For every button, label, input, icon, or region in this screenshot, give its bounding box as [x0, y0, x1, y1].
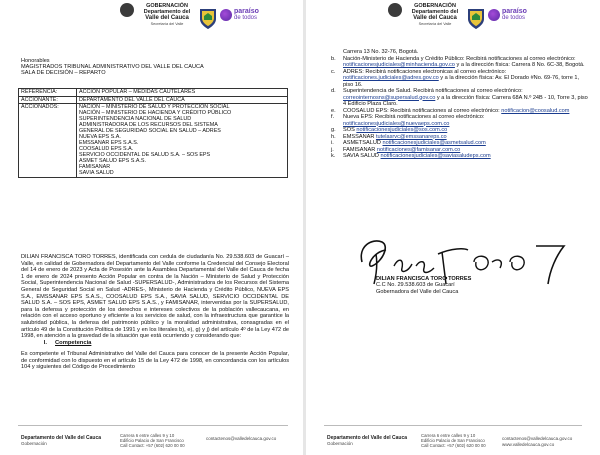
list-marker: d.	[331, 88, 336, 94]
footer-dept-sub: Gobernación	[327, 441, 353, 446]
defendant-item: NUEVA EPS S.A.	[79, 134, 121, 141]
addressee-line: MAGISTRADOS TRIBUNAL ADMINISTRATIVO DEL VALLE DEL CAUCA	[21, 64, 204, 71]
case-reference-table	[18, 88, 288, 178]
defendant-item: FAMISANAR	[79, 164, 111, 171]
section-heading	[21, 340, 289, 346]
list-item	[331, 114, 589, 127]
email-link[interactable]: notificacionesjudiciales@minhacienda.gov.co	[343, 62, 455, 68]
page-footer	[306, 425, 600, 455]
email-link[interactable]: notificacionesjudiciales@saviasaludeps.com	[380, 153, 491, 159]
list-item	[331, 56, 589, 69]
brand-line-2: de todos	[234, 15, 258, 21]
defendant-item: NACIÓN – MINISTERIO DE HACIENDA Y CRÉDITO PÚBLICO	[79, 110, 232, 117]
defendant-item: SUPERINTENDENCIA NACIONAL DE SALUD	[79, 116, 192, 123]
list-item-text: Nación-Ministerio de Hacienda y Crédito Público: Recibirá notificaciones al correo electrónico:	[343, 55, 576, 62]
intro-paragraph: DILIAN FRANCISCA TORO TORRES, identificada con cedula de ciudadanía No. 29.538.603 de Guacarí – Valle, en calidad de Gobernadora del Departamento del Valle conforme la Credencial del Consejo Electoral del 14 de enero de 2023 y Acta de Posesión ante la Asamblea Departamental del Valle del Cauca de fecha 1 de enero de 2024 presento Acción Popular en contra de la Nación – Ministerio de Salud y Protección Social, Superintendencia Nacional de Salud -SUPERSALUD-, Administradora de los Recursos del Sistema General de Seguridad Social en Salud -ADRES-, Ministerio de Hacienda y Crédito Público, NUEVA EPS S.A., EMSSANAR EPS S.A.S., COOSALUD EPS S.A., SAVIA SALUD, SERVICIO OCCIDENTAL DE SALUD S.A. – SOS EPS, ASMET SALUD EPS S.A.S., y FAMISANAR, intervenidas por la SUPERSALUD, para la defensa y protección de los derechos e intereses colectivos de la población vallecaucana, en relación con el acceso oportuno y eficiente a los servicios de salud, con la infraestructura que garantice la salubridad pública, la defensa del patrimonio público y la moralidad administrativa, consagradas en el artículo 49 de la Constitución Política de 1991 y en los literales b), e), g) y j) del artículo 4º de la Ley 472 de 1998, en atención a la gravedad de la situación que está ocurriendo y considerando que:	[21, 254, 289, 340]
signer-id: C.C No. 29.538.603 de Guacarí	[376, 282, 455, 289]
footer-address-line: Carrera 6 entre calles 9 y 10	[120, 433, 175, 438]
list-marker: c.	[331, 68, 336, 75]
list-item	[331, 69, 589, 89]
signer-title: Gobernadora del Valle del Cauca	[376, 288, 459, 295]
logo-line-2: Departamento del	[411, 9, 459, 15]
list-item-text: Carrera 13 No. 32-76, Bogotá.	[343, 49, 419, 55]
section-number: I.	[43, 340, 47, 346]
email-link[interactable]: tutelasrvc@emssanareps.co	[375, 133, 447, 140]
defendant-item: ASMET SALUD EPS S.A.S.	[79, 158, 147, 165]
list-item-text: EMSSANAR	[343, 133, 376, 140]
footer-address-line: Edificio Palacio de San Francisco	[120, 438, 184, 444]
footer-address	[120, 433, 185, 449]
defendant-item: ADMINISTRADORA DE LOS RECURSOS DEL SISTEMA	[79, 122, 218, 129]
letterhead	[388, 3, 538, 47]
logo-line-4: Secretaría del Valle	[418, 22, 452, 26]
document-page-2	[306, 0, 600, 455]
defendant-item: SAVIA SALUD	[79, 170, 114, 177]
list-item-text: ADRES: Recibirá notificaciones electronicas al correo electrónico:	[343, 68, 507, 75]
coat-of-arms-icon	[388, 3, 402, 17]
brand-line-1: paraíso	[234, 8, 259, 15]
brand-line-2: de todos	[502, 15, 526, 21]
shield-icon	[198, 7, 218, 31]
footer-phone: Call Contact: +57 (602) 620 00 00	[120, 443, 185, 449]
list-item	[331, 88, 589, 108]
defendant-item: GENERAL DE SEGURIDAD SOCIAL EN SALUD – ADRES	[79, 128, 221, 135]
coat-of-arms-icon	[120, 3, 134, 17]
footer-email[interactable]: contactenos@valledelcauca.gov.co	[206, 436, 277, 441]
logo-line-1: GOBERNACIÓN	[414, 3, 456, 9]
table-value: DEPARTAMENTO DEL VALLE DEL CAUCA	[77, 96, 288, 104]
footer-email[interactable]: contactenos@valledelcauca.gov.co	[502, 436, 573, 441]
list-item-text: Superintendencia de Salud. Recibirá notificaciones al correo electrónico:	[343, 88, 523, 94]
footer-dept-sub: Gobernación	[21, 441, 47, 446]
list-item-text: SAVIA SALUD	[343, 153, 381, 159]
footer-address-line: Edificio Palacio de San Francisco	[421, 438, 485, 444]
list-marker: h.	[331, 133, 336, 140]
email-link[interactable]: notificacionesjudiciales@sos.com.co	[356, 127, 448, 133]
email-link[interactable]: notificacionesjudiciales@nuevaeps.com.co	[343, 120, 450, 127]
list-item-text: COOSALUD EPS: Recibirá notificaciones al correo electrónico:	[343, 107, 502, 114]
brand-line-1: paraíso	[502, 8, 527, 15]
email-link[interactable]: notificacionesjudiciales@asmetsalud.com	[382, 140, 486, 146]
defendant-item: COOSALUD EPS S.A.	[79, 146, 134, 153]
footer-contact	[206, 436, 276, 442]
notification-address-list	[331, 49, 589, 160]
government-logo	[136, 3, 198, 27]
list-item-text-after: y a la dirección física: Av. El Dorado #No. 69-76, torre 1, piso 16.	[343, 75, 580, 88]
defendant-item: NACIÓN – MINISTERIO DE SALUD Y PROTECCIÓN SOCIAL	[79, 104, 230, 111]
list-marker: k.	[331, 153, 336, 159]
section-title: Competencia	[55, 340, 92, 346]
list-marker: j.	[331, 146, 334, 153]
logo-line-4: Secretaría del Valle	[150, 22, 184, 26]
list-marker: f.	[331, 114, 335, 120]
list-marker: e.	[331, 107, 336, 114]
logo-line-3: Valle del Cauca	[413, 15, 457, 21]
table-key: REFERENCIA:	[19, 89, 77, 97]
list-item-text: ASMETSALUD	[343, 140, 383, 146]
email-link[interactable]: notificaciones@famisanar.com.co	[376, 146, 461, 153]
footer-address-line: Carrera 6 entre calles 9 y 10	[421, 433, 476, 438]
heart-icon	[488, 9, 500, 21]
signer-block	[376, 276, 471, 295]
footer-phone: Call Contact: +57 (602) 620 00 00	[421, 443, 486, 449]
footer-dept: Departamento del Valle del Cauca	[21, 435, 102, 441]
defendants-list	[77, 104, 288, 178]
page-footer	[0, 425, 306, 455]
defendant-item: EMSSANAR EPS S.A.S.	[79, 140, 139, 147]
footer-dept: Departamento del Valle del Cauca	[327, 435, 408, 441]
competencia-paragraph: Es competente el Tribunal Administrativo del Valle del Cauca para conocer de la presente Acción Popular, de conformidad con lo dispuesto en el artículo 15 de la Ley 472 de 1998, en concordancia con los artículos 104 y siguientes del Código de Procedimiento	[21, 351, 289, 371]
logo-line-2: Departamento del	[143, 9, 191, 15]
footer-address	[421, 433, 486, 449]
addressee-line: Honorables	[21, 58, 50, 64]
list-item-text: Nueva EPS: Recibirá notificaciones al correo electrónico:	[343, 114, 485, 120]
list-item-text-after: y a la dirección física: Carrera 8 No. 6C-38, Bogotá.	[454, 62, 585, 68]
signer-name: DILIAN FRANCISCA TORO TORRES	[376, 276, 472, 282]
defendant-item: SERVICIO OCCIDENTAL DE SALUD S.A. – SOS EPS	[79, 152, 211, 159]
shield-icon	[466, 7, 486, 31]
table-row	[19, 104, 288, 178]
list-marker: i.	[331, 140, 334, 146]
logo-line-3: Valle del Cauca	[145, 15, 189, 21]
footer-contact	[502, 436, 572, 447]
logo-line-1: GOBERNACIÓN	[146, 3, 188, 9]
heart-icon	[220, 9, 232, 21]
list-marker: g.	[331, 127, 336, 133]
table-row	[19, 96, 288, 104]
list-item-text-after: y a la dirección física: Carrera 68A N.º 24B - 10, Torre 3, piso 4 Edificio Plaza Claro.	[343, 94, 588, 107]
letterhead	[120, 3, 259, 47]
list-item-text: FAMISANAR	[343, 146, 377, 153]
addressee-line: SALA DE DECISIÓN – REPARTO	[21, 70, 106, 77]
addressee-block	[21, 58, 281, 77]
table-key: ACCIONADOS:	[19, 104, 77, 178]
list-item	[331, 153, 589, 160]
table-key: ACCIONANTE:	[19, 96, 77, 104]
email-link[interactable]: notificaciones.judiciales@adres.gov.co	[343, 75, 439, 81]
footer-divider	[324, 425, 582, 426]
list-item-text: SOS	[343, 127, 357, 133]
table-value: ACCIÓN POPULAR – MEDIDAS CAUTELARES	[77, 89, 288, 97]
email-link[interactable]: notificacion@coosalud.com	[501, 107, 570, 114]
table-row	[19, 89, 288, 97]
government-logo	[404, 3, 466, 27]
footer-divider	[18, 425, 288, 426]
list-marker: b.	[331, 55, 336, 62]
footer-website[interactable]: www.valledelcauca.gov.co	[502, 441, 555, 447]
email-link[interactable]: correointernosns@supersalud.gov.co	[343, 94, 436, 101]
